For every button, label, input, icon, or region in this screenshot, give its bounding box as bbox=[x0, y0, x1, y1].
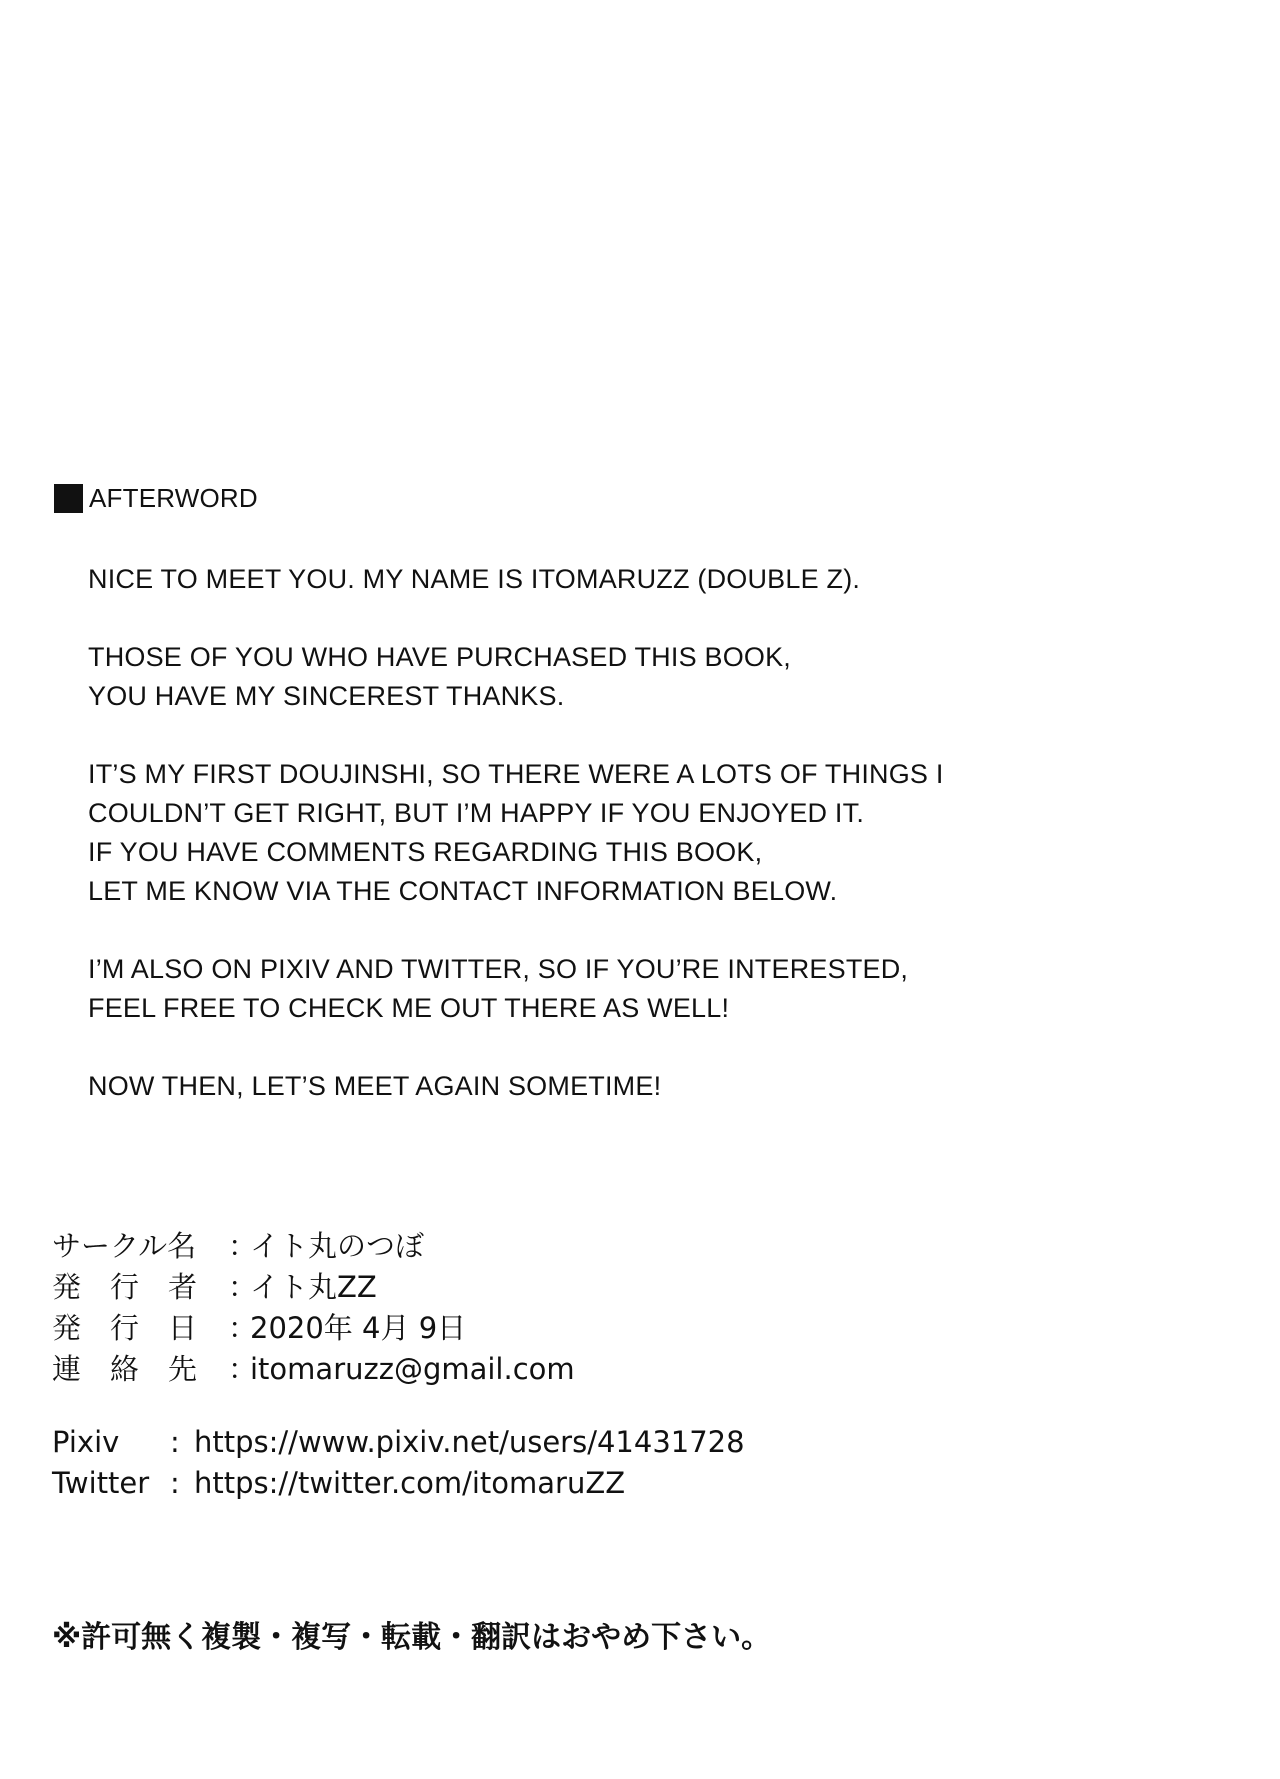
afterword-paragraph bbox=[88, 1067, 1234, 1106]
afterword-paragraph bbox=[88, 755, 1234, 911]
credit-separator: ： bbox=[228, 1270, 258, 1304]
credit-label: 連 絡 先 bbox=[52, 1352, 198, 1386]
credit-separator: ： bbox=[228, 1229, 258, 1263]
afterword-line: COULDN’T GET RIGHT, BUT I’M HAPPY IF YOU ENJOYED IT. bbox=[88, 798, 865, 828]
credit-row-circle bbox=[52, 1226, 575, 1267]
credit-label: 発 行 者 bbox=[52, 1270, 198, 1304]
copyright-notice: ※許可無く複製・複写・転載・翻訳はおやめ下さい。 bbox=[52, 1620, 772, 1655]
afterword-paragraph bbox=[88, 638, 1234, 716]
afterword-section bbox=[54, 478, 1234, 1145]
credit-value: イト丸ZZ bbox=[250, 1270, 377, 1304]
afterword-line: THOSE OF YOU WHO HAVE PURCHASED THIS BOOK, bbox=[88, 642, 792, 672]
link-separator: : bbox=[170, 1466, 180, 1500]
afterword-line: IT’S MY FIRST DOUJINSHI, SO THERE WERE A LOTS OF THINGS I bbox=[88, 759, 944, 789]
pixiv-url: https://www.pixiv.net/users/41431728 bbox=[194, 1425, 745, 1459]
afterword-line: I’M ALSO ON PIXIV AND TWITTER, SO IF YOU’RE INTERESTED, bbox=[88, 954, 909, 984]
credit-separator: ： bbox=[228, 1311, 258, 1345]
link-label: Pixiv bbox=[52, 1425, 120, 1459]
colophon-credits bbox=[52, 1226, 575, 1390]
link-label: Twitter bbox=[52, 1466, 150, 1500]
credit-value: イト丸のつぼ bbox=[250, 1229, 425, 1263]
credit-row-date bbox=[52, 1308, 575, 1349]
credit-separator: ： bbox=[228, 1352, 258, 1386]
afterword-line: FEEL FREE TO CHECK ME OUT THERE AS WELL! bbox=[88, 993, 730, 1023]
afterword-line: NICE TO MEET YOU. MY NAME IS ITOMARUZZ (DOUBLE Z). bbox=[88, 564, 861, 594]
twitter-url: https://twitter.com/itomaruZZ bbox=[194, 1466, 626, 1500]
black-square-icon bbox=[54, 484, 83, 513]
afterword-line: YOU HAVE MY SINCEREST THANKS. bbox=[88, 681, 565, 711]
credit-value: 2020年 4月 9日 bbox=[250, 1311, 467, 1345]
contact-email: itomaruzz@gmail.com bbox=[250, 1352, 575, 1386]
afterword-title: AFTERWORD bbox=[89, 482, 258, 513]
afterword-paragraph bbox=[88, 950, 1234, 1028]
credit-row-publisher bbox=[52, 1267, 575, 1308]
afterword-line: IF YOU HAVE COMMENTS REGARDING THIS BOOK, bbox=[88, 837, 763, 867]
afterword-heading bbox=[54, 478, 1234, 518]
social-links bbox=[52, 1422, 745, 1504]
link-row-twitter bbox=[52, 1463, 745, 1504]
afterword-line: LET ME KNOW VIA THE CONTACT INFORMATION BELOW. bbox=[88, 876, 838, 906]
credit-row-contact bbox=[52, 1349, 575, 1390]
afterword-line: NOW THEN, LET’S MEET AGAIN SOMETIME! bbox=[88, 1071, 662, 1101]
afterword-body bbox=[88, 560, 1234, 1106]
credit-label: サークル名 bbox=[52, 1229, 197, 1263]
credit-label: 発 行 日 bbox=[52, 1311, 198, 1345]
link-separator: : bbox=[170, 1425, 180, 1459]
link-row-pixiv bbox=[52, 1422, 745, 1463]
afterword-paragraph bbox=[88, 560, 1234, 599]
